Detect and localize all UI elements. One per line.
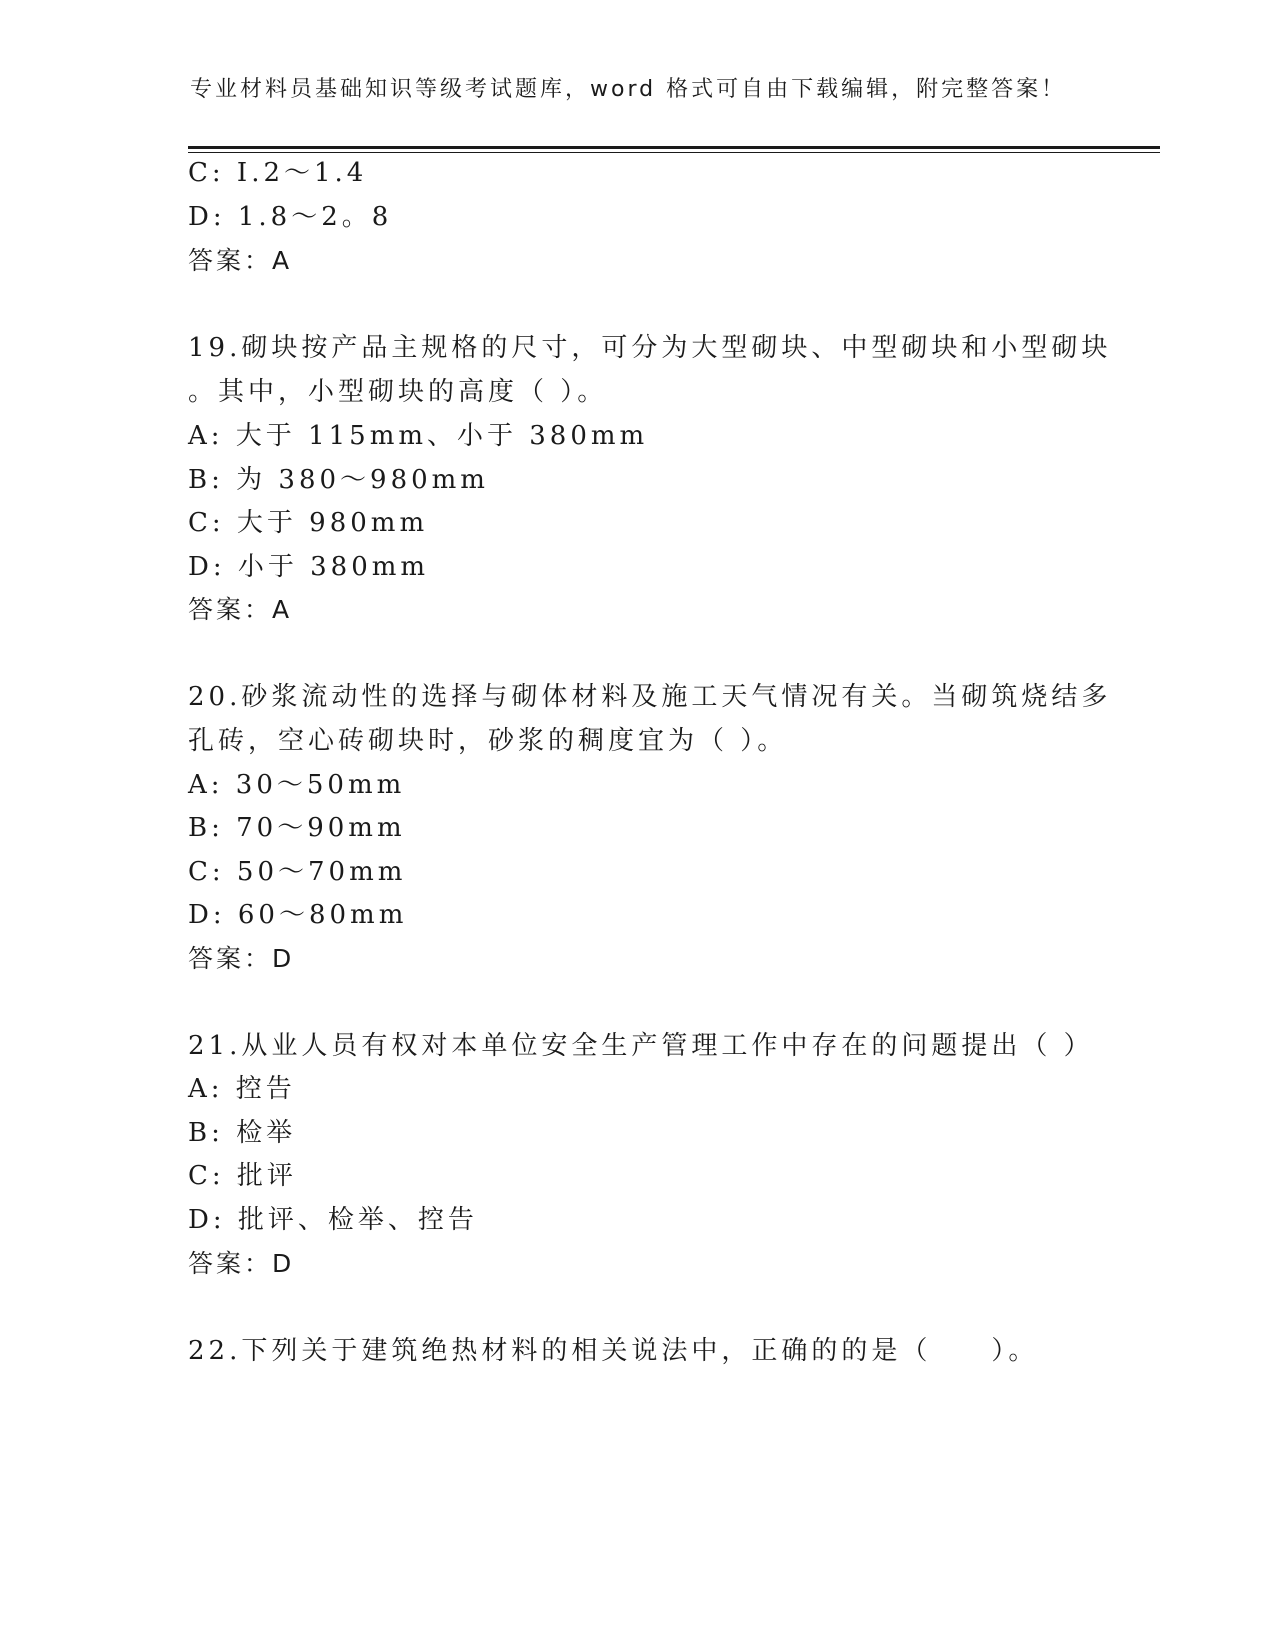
q21-option-d: D: 批评、检举、控告 [188,1205,478,1235]
document-header: 专业材料员基础知识等级考试题库，word 格式可自由下载编辑，附完整答案！ [190,77,1067,102]
q19-answer: 答案：A [188,595,293,624]
q18-option-c: C: Ⅰ.2～1.4 [188,158,368,188]
header-rule-thin [188,152,1160,153]
header-rule-thick [188,146,1160,149]
q20-stem-line-1: 20.砂浆流动性的选择与砌体材料及施工天气情况有关。当砌筑烧结多 [188,682,1112,712]
q20-option-d: D: 60～80mm [188,900,408,930]
q18-option-d: D: 1.8～2。8 [188,202,393,232]
q19-option-c: C: 大于 980mm [188,508,429,538]
q21-option-a: A: 控告 [188,1074,296,1104]
q19-stem-line-2: 。其中，小型砌块的高度（ ）。 [188,377,608,407]
q20-option-b: B: 70～90mm [188,813,406,843]
q20-option-a: A: 30～50mm [188,770,406,800]
q21-answer: 答案：D [188,1249,295,1278]
q22-stem-line-1: 22.下列关于建筑绝热材料的相关说法中，正确的的是（ ）。 [188,1336,1039,1366]
q19-option-b: B: 为 380～980mm [188,465,489,495]
q18-answer: 答案：A [188,246,293,275]
q20-stem-line-2: 孔砖，空心砖砌块时，砂浆的稠度宜为（ ）。 [188,726,788,756]
q19-option-a: A: 大于 115mm、小于 380mm [188,421,649,451]
q19-stem-line-1: 19.砌块按产品主规格的尺寸，可分为大型砌块、中型砌块和小型砌块 [188,333,1112,363]
q21-stem-line-1: 21.从业人员有权对本单位安全生产管理工作中存在的问题提出（ ） [188,1031,1094,1061]
q20-option-c: C: 50～70mm [188,857,407,887]
q20-answer: 答案：D [188,944,295,973]
q21-option-c: C: 批评 [188,1161,297,1191]
q21-option-b: B: 检举 [188,1118,297,1148]
q19-option-d: D: 小于 380mm [188,552,430,582]
